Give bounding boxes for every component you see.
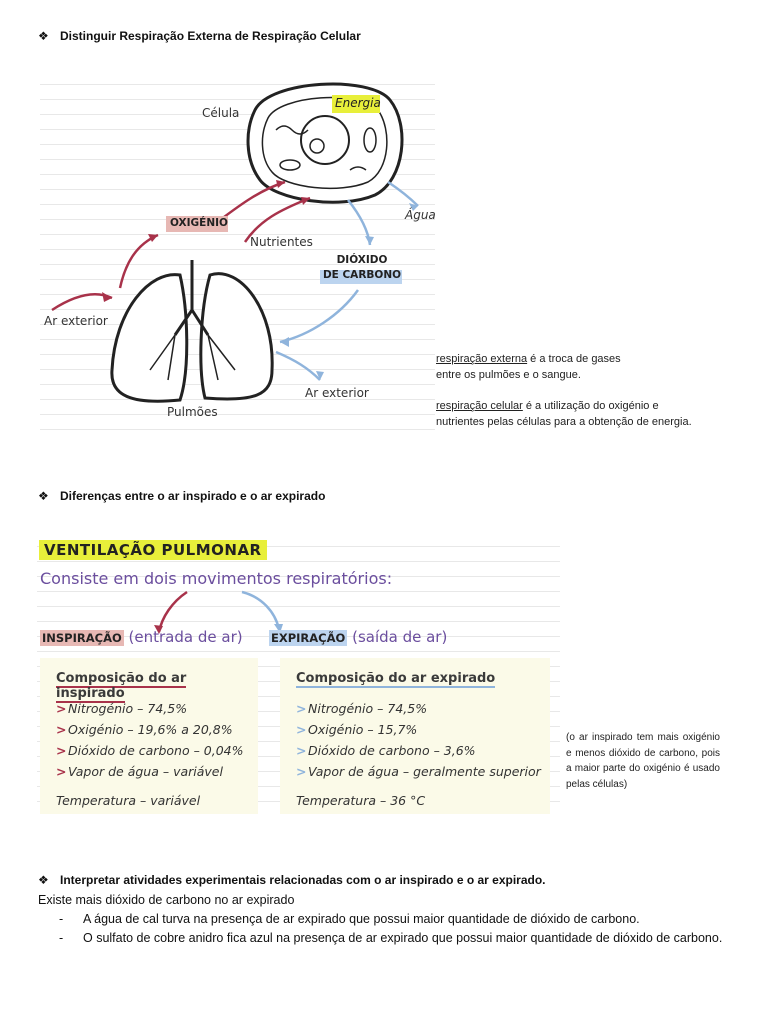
air-comparison-note: (o ar inspirado tem mais oxigénio e menos dióxido de carbono, pois a maior parte do oxigénio é usado pelas células) [566,732,720,790]
chevron-right-icon: > [296,722,307,737]
list-item: - O sulfato de cobre anidro fica azul na presença de ar expirado que possui maior quantidade de dióxido de carbono. [59,931,723,945]
note-cellular-line1: respiração celular é a utilização do oxigénio e [436,400,659,412]
inspired-row: > Vapor de água – variável [56,761,244,782]
diamond-bullet-icon: ❖ [38,873,49,887]
label-pulmoes: Pulmões [167,405,218,419]
expired-box-rows [296,698,541,782]
lungs-drawing [112,260,272,401]
chevron-right-icon: > [56,701,67,716]
chevron-right-icon: > [296,743,307,758]
respiration-definitions [436,351,736,430]
section3-heading: ❖ Interpretar atividades experimentais relacionadas com o ar inspirado e o ar expirado. [38,873,546,887]
label-ar-exterior-out: Ar exterior [305,386,369,400]
note-cellular-line2: nutrientes pelas células para a obtenção de energia. [436,416,692,428]
expired-air-box [280,658,550,814]
ventilation-subtitle: Consiste em dois movimentos respiratórios: [40,569,393,588]
note-external-line2: entre os pulmões e o sangue. [436,369,581,381]
section1-heading: ❖ Distinguir Respiração Externa de Respiração Celular [38,29,361,43]
chevron-right-icon: > [296,764,307,779]
inspired-row: > Oxigénio – 19,6% a 20,8% [56,719,244,740]
expired-row: > Dióxido de carbono – 3,6% [296,740,541,761]
expired-row: > Vapor de água – geralmente superior [296,761,541,782]
inspired-air-box [40,658,258,814]
respiration-diagram-svg [40,70,435,432]
expired-row: > Nitrogénio – 74,5% [296,698,541,719]
label-celula: Célula [202,106,240,120]
expired-row: > Oxigénio – 15,7% [296,719,541,740]
ventilation-banner: VENTILAÇÃO PULMONAR [39,540,267,560]
section3-intro: Existe mais dióxido de carbono no ar expirado [38,893,295,907]
inspiracao-label: INSPIRAÇÃO [42,631,122,645]
diamond-bullet-icon: ❖ [38,489,49,503]
ventilation-figure [37,532,560,816]
chevron-right-icon: > [56,722,67,737]
section2-heading: ❖ Diferenças entre o ar inspirado e o ar expirado [38,489,326,503]
list-item: - A água de cal turva na presença de ar expirado que possui maior quantidade de dióxido de carbono. [59,912,640,926]
label-ar-exterior-in: Ar exterior [44,314,108,328]
expiracao-label-row [269,628,447,646]
expired-box-title: Composição do ar expirado [296,671,496,686]
note-external-line1: respiração externa é a troca de gases [436,353,621,365]
label-nutrientes: Nutrientes [250,235,313,249]
label-agua: Água [405,208,436,222]
blue-arrowheads [280,203,418,380]
respiration-diagram [40,70,435,432]
inspired-row: > Dióxido de carbono – 0,04% [56,740,244,761]
inspired-box-temp: Temperatura – variável [56,793,201,808]
chevron-right-icon: > [56,764,67,779]
inspiracao-desc: (entrada de ar) [128,628,243,646]
inspired-box-title: Composição do ar inspirado [56,671,187,701]
label-oxigenio: OXIGÉNIO [170,217,228,229]
inspired-row: > Nitrogénio – 74,5% [56,698,244,719]
inspired-box-rows [56,698,244,782]
inspiracao-label-row [40,628,243,646]
expiracao-desc: (saída de ar) [352,628,448,646]
experiment-list [38,910,738,948]
expiracao-label: EXPIRAÇÃO [271,631,346,645]
expired-box-temp: Temperatura – 36 °C [296,793,426,808]
chevron-right-icon: > [296,701,307,716]
label-dioxido: DIÓXIDO DE CARBONO [322,254,402,281]
label-energia: Energia [335,96,381,110]
chevron-right-icon: > [56,743,67,758]
diamond-bullet-icon: ❖ [38,29,49,43]
